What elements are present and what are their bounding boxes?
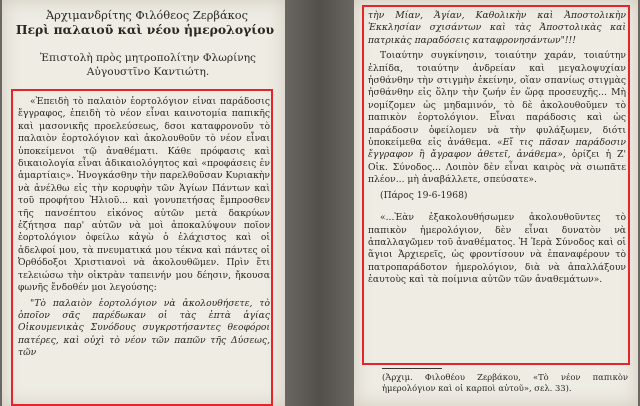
article-author: Ἀρχιμανδρίτης Φιλόθεος Ζερβάκος [45, 8, 249, 22]
book-gutter [285, 0, 354, 406]
paragraph: «...Ἐὰν ἐξακολουθήσωμεν ἀκολουθοῦντες τὸ παπικὸν ἡμερολόγιον, δὲν εἶναι δυνατὸν νὰ ἀπαλλαγῶμεν τοῦ ἀναθέματος. Ἡ Ἱερὰ Σύνοδος καὶ οἱ ἅγιοι Ἀρχιερεῖς, ὡς φροντίσουν νὰ ἐπαναφέρουν τὸ πατροπαράδοτον ἡμερολόγιον, διὰ νὰ ἀπαλλάξουν ἑαυτοὺς καὶ τὰ ποίμνια αὐτῶν τῶν ἀναθεμάτων». [368, 212, 626, 286]
canon-quote: «Εἴ τις πᾶσαν παράδοσιν ἔγγραφον ἢ ἄγραφον ἀθετεῖ, ἀνάθεμα», [368, 137, 626, 161]
article-title: Περὶ παλαιοῦ καὶ νέου ἡμερολογίου [15, 22, 275, 37]
date-line: (Πάρος 19-6-1968) [380, 189, 468, 201]
highlight-box-left [11, 89, 273, 406]
paragraph: «Ἐπειδὴ τὸ παλαιὸν ἑορτολόγιον εἶναι παράδοσις ἔγγραφος, ἐπειδὴ τὸ νέον εἶναι καινοτομία παπικῆς καὶ μασονικῆς προελεύσεως, δσοι καταφρονοῦν τὸ παλαιὸν ἑορτολόγιον καὶ ἀκολουθοῦν τὸ νέον εἶναι ὑποκείμενοι τῷ ἀναθέματι. Κάθε πρόφασις καὶ δικαιολογία εἶναι ἀδικαιολόγητος καὶ «προφάσεις ἐν ἁμαρτίαις». Ἠνογκάσθην τὴν παρελθοῦσαν Κυριακὴν νὰ ἀνέλθω εἰς τὴν κορυφὴν τῶν Ἁγίων Πάντων καὶ τοῦ προφήτου Ἠλιοῦ... καὶ γονυπετήσας ἔμπροσθεν τῆς πανσέπτου εἰκόνος αὐτῶν μετὰ δακρύων ἐζήτησα παρ' αὐτῶν νὰ μοὶ ἀποκαλύψουν ποῖον ἑορτολόγιον ὀφείλω κἀγὼ ὁ ἐλάχιστος καὶ οἱ ἀδελφοί μου, τὰ πνευματικά μου τέκνα καὶ πάντες οἱ Ὀρθόδοξοι Χριστιανοὶ νὰ ἀκολουθῶμεν. Πρὶν ἔτι τελειώσω τὴν οἰκτρὰν ταπεινήν μου δέησιν, ἤκουσα φωνῆς ἔνδοθέν μοι λεγούσης: [18, 96, 270, 294]
paragraph-text: Τοιαύτην συγκίνησιν, τοιαύτην χαράν, τοιαύτην ἐλπίδα, τοιαύτην ἀνδρείαν καὶ μεγαλοψυχίαν ἠσθάνθην τὴν στιγμὴν ἐκείνην, οἵαν σπανίως στιγμὰς ἠσθάνθην εἰς ὅλην τὴν ζωήν ἐν ὥρᾳ προσευχῆς... Μὴ νομίζομεν ὡς μηδαμινόν, τὸ δὲ ἀκολουθοῦμεν τὸ παπικὸν ἑορτολόγιον. Εἶναι παράδοσις καὶ ὡς παράδοσιν ὀφείλομεν νὰ τὴν φυλάξωμεν, διότι ὑποκείμεθα εἰς ἀνάθεμα. [368, 50, 626, 149]
paragraph-text-end: ὁρίζει ἡ Ζ' Οἰκ. Σύνοδος... Λοιπὸν δὲν εἶναι καιρὸς νὰ σιωπᾶτε πλέον... μὴ ἀναβάλλετε, σπεύσατε». [368, 149, 626, 186]
quoted-revelation-continued: τὴν Μίαν, Ἁγίαν, Καθολικὴν καὶ Ἀποστολικὴν Ἐκκλησίαν σχισάντων καὶ τὰς Ἀποστολικὰς καὶ πατρικὰς παραδόσεις καταφρονησάντων"!!! [368, 10, 626, 46]
highlight-box-right [362, 5, 630, 365]
footnote: (Ἀρχιμ. Φιλοθέου Ζερβάκου, «Τὸ νέον παπικὸν ἡμερολόγιον καὶ οἱ καρποὶ αὐτοῦ», σελ. 33). [382, 372, 628, 393]
article-subtitle: Ἐπιστολὴ πρὸς μητροπολίτην Φλωρίνης Αὐγουστῖνο Καντιώτη. [40, 52, 256, 78]
quoted-revelation: "Τὸ παλαιὸν ἑορτολόγιον νὰ ἀκολουθήσετε, τὸ ὁποῖον σᾶς παρέδωκαν οἱ τὰς ἑπτὰ ἁγίας Οἰκουμενικὰς Συνόδους συγκροτήσαντες θεοφόροι πατέρες, καὶ οὐχὶ τὸ νέον τῶν παπῶν τῆς Δύσεως, τῶν [18, 297, 270, 359]
footnote-rule [382, 368, 442, 369]
